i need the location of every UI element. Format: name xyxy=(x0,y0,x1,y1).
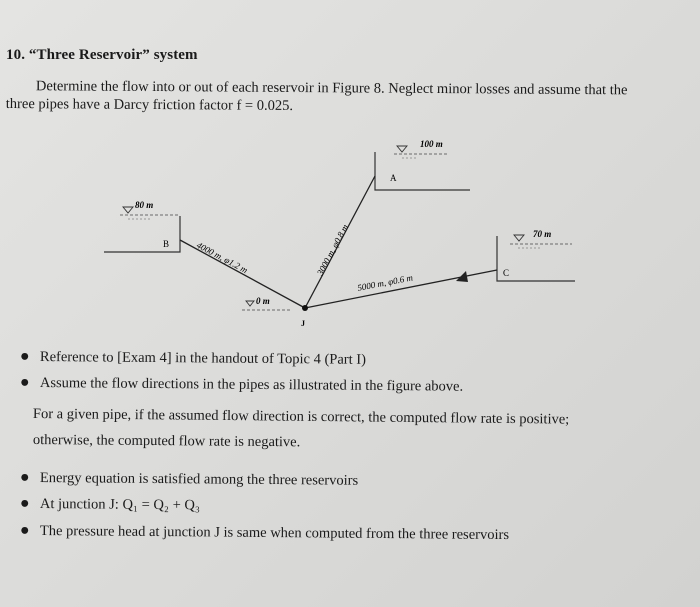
bullet-icon: ● xyxy=(19,521,30,539)
note-paragraph-1: For a given pipe, if the assumed flow direction is correct, the computed flow rate is positive; xyxy=(32,406,570,428)
pipe-c-label: 5000 m, φ0.6 m xyxy=(356,272,414,293)
junction-elevation: 0 m xyxy=(256,296,270,306)
reservoir-c-elevation: 70 m xyxy=(533,229,552,239)
problem-statement-line-2: three pipes have a Darcy friction factor f = 0.025. xyxy=(5,95,294,115)
water-level-a-icon xyxy=(397,146,407,152)
note-text: Reference to [Exam 4] in the handout of Topic 4 (Part I) xyxy=(39,349,367,368)
note-bullet-4 xyxy=(19,494,201,514)
reservoir-b xyxy=(104,200,180,252)
note-text: At junction J: Q₁ = Q₂ + Q₃ xyxy=(39,496,201,514)
note-paragraph-2: otherwise, the computed flow rate is negative. xyxy=(32,432,301,451)
water-level-c-icon xyxy=(514,235,524,241)
datum-level-icon xyxy=(246,301,254,306)
label-a: A xyxy=(390,173,397,183)
three-reservoir-figure xyxy=(0,125,700,335)
label-j: J xyxy=(301,319,305,328)
reservoir-a-elevation: 100 m xyxy=(420,139,443,149)
pipe-a-label: 3000 m, φ0.8 m xyxy=(314,222,351,277)
note-bullet-2 xyxy=(19,373,464,396)
bullet-icon: ● xyxy=(19,494,30,512)
note-text: Energy equation is satisfied among the three reservoirs xyxy=(39,470,359,489)
bullet-icon: ● xyxy=(19,468,30,486)
note-bullet-5 xyxy=(19,521,510,544)
pipe-b-label: 4000 m, φ1.2 m xyxy=(195,239,250,276)
label-c: C xyxy=(503,268,510,278)
junction-j xyxy=(302,305,308,311)
reservoir-c xyxy=(497,229,575,281)
junction-datum xyxy=(242,296,292,310)
problem-statement-line-1: Determine the flow into or out of each reservoir in Figure 8. Neglect minor losses and assume that the xyxy=(35,78,628,99)
note-text: The pressure head at junction J is same when computed from the three reservoirs xyxy=(39,523,510,544)
label-b: B xyxy=(163,239,170,249)
note-bullet-3 xyxy=(19,468,359,490)
bullet-icon: ● xyxy=(19,373,30,391)
problem-statement xyxy=(6,77,696,118)
bullet-icon: ● xyxy=(19,347,30,365)
reservoir-a xyxy=(375,139,470,190)
water-level-b-icon xyxy=(123,207,133,213)
note-bullet-1 xyxy=(19,347,367,369)
problem-title: 10. “Three Reservoir” system xyxy=(6,47,198,63)
flow-arrow-icon xyxy=(456,271,468,282)
note-text: Assume the flow directions in the pipes as illustrated in the figure above. xyxy=(39,375,464,395)
reservoir-b-elevation: 80 m xyxy=(135,200,154,210)
